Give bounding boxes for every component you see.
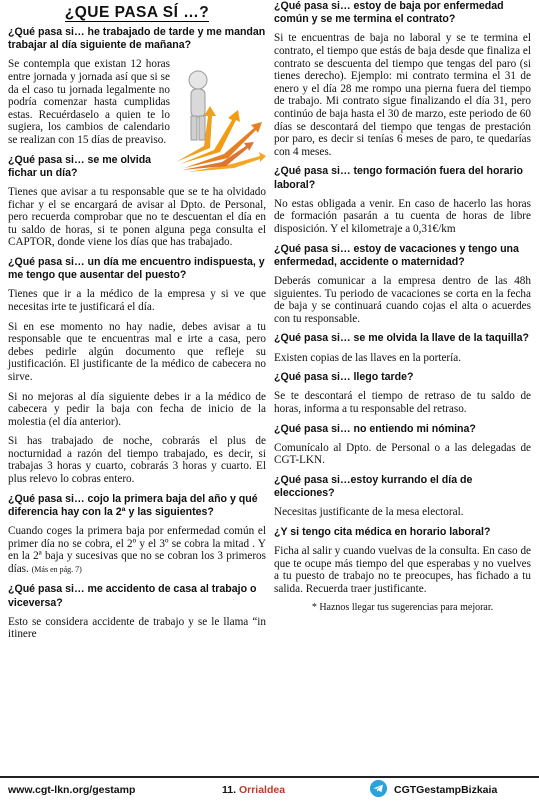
more-info-note: (Más en pág. 7) (31, 564, 82, 574)
question-heading: ¿Qué pasa si… he trabajado de tarde y me mandan trabajar al día siguiente de mañana? (8, 26, 266, 52)
answer-text: Tienes que ir a la médico de la empresa y si ve que necesitas irte te justificará el día. (8, 288, 266, 313)
question-heading: ¿Qué pasa si… se me olvida la llave de la taquilla? (274, 332, 529, 345)
answer-text: Deberás comunicar a la empresa dentro de las 48h siguientes. Tu periodo de vacaciones se corta en la fecha de baja y se continuará cuando cojas el alta o acuerdes con tu responsable. (274, 274, 531, 325)
question-heading: ¿Qué pasa si… no entiendo mi nómina? (274, 422, 476, 435)
answer-text: Comunícalo al Dpto. de Personal o a las delegadas de CGT-LKN. (274, 441, 531, 467)
answer-text: Ficha al salir y cuando vuelvas de la consulta. En caso de que te ocupe más tiempo del que esperabas y no vuelves a tu puesto de trabajo no te preocupes, has fichado a tu salida. Recuerda traer justificante. (274, 545, 531, 595)
question-heading: ¿Qué pasa si… llego tarde? (274, 371, 414, 384)
left-column (8, 0, 266, 648)
question-heading: ¿Qué pasa si… tengo formación fuera del horario laboral? (274, 165, 523, 191)
website-link[interactable]: www.cgt-lkn.org/gestamp (8, 784, 136, 796)
telegram-icon (370, 780, 387, 797)
question-heading: ¿Qué pasa si… un día me encuentro indispuesta, y me tengo que ausentar del puesto? (8, 255, 265, 282)
answer-text: Si te encuentras de baja no laboral y se te termina el contrato, el tiempo que estás de baja desde que finaliza el contrato se descuenta del tiempo que tengas del paro (si tienes derecho). Ejemplo: mi contrato termina el 31 de enero y el día 28 me rompo una pierna fuera del tiempo de trabajo. Mi contrato sigue finalizando el día 31, pero continúo de baja hasta el 30 de marzo, este periodo de 60 días se descontará del tiempo que tengas de prestación por paro, es decir si tenías 6 meses de paro, te quedarías con 4 meses. (274, 32, 531, 158)
question-heading: ¿Qué pasa si… cojo la primera baja del año y qué diferencia hay con la 2ª y las siguientes? (8, 492, 258, 518)
question-heading: ¿Qué pasa si… estoy de baja por enfermedad común y se me termina el contrato? (274, 0, 504, 26)
question-heading: ¿Qué pasa si…estoy kurrando el día de elecciones? (274, 473, 473, 500)
question-heading: ¿Qué pasa si… se me olvida fichar un día? (8, 153, 152, 179)
telegram-handle[interactable]: CGTGestampBizkaia (394, 784, 498, 796)
answer-text: Si no mejoras al día siguiente debes ir a la médico de cabecera y pedir la baja con fecha de inicio de la molestia (el día anterior). (8, 390, 266, 428)
answer-text: Existen copias de las llaves en la portería. (274, 351, 462, 364)
answer-text: Cuando coges la primera baja por enfermedad común el primer día no se cobra, el 2º y el 3º se cobra la mitad . Y en la 2ª baja y sucesivas que no se cobran los 3 primeros días. (Más en pág. 7) (8, 525, 266, 575)
answer-text: Se te descontará el tiempo de retraso de tu saldo de horas, informa a tu responsable del retraso. (274, 390, 531, 415)
crossroads-arrows-illustration (174, 58, 266, 178)
answer-text: Esto se considera accidente de trabajo y se le llama “in itinere (8, 615, 266, 641)
question-heading: ¿Qué pasa si… estoy de vacaciones y tengo una enfermedad, accidente o maternidad? (274, 242, 519, 268)
answer-text: Se contempla que existan 12 horas entre jornada y jornada así que si se da el caso tu jornada legalmente no podría comenzar hasta cumplidas estas. Recuérdaselo a quien te lo sugiera, los cambios de calendario se realizan con 15 días de preaviso. (8, 58, 170, 146)
answer-text: No estas obligada a venir. En caso de hacerlo las horas de formación pasarán a tu cuenta de horas de libre disposición. Y el kilometraje a 0,31€/km (274, 197, 531, 235)
answer-text: Si has trabajado de noche, cobrarás el plus de nocturnidad a razón del tiempo trabajado, es decir, si trabajas 3 horas y cuarto, cobrarás 3 horas y cuarto. El plus relevo lo cobras entero. (8, 435, 266, 486)
question-heading: ¿Y si tengo cita médica en horario laboral? (274, 525, 491, 538)
right-column (274, 0, 531, 613)
page-number: 11. Orrialdea (222, 784, 286, 796)
question-heading: ¿Qué pasa si… me accidento de casa al trabajo o viceversa? (8, 583, 257, 609)
footer (0, 776, 539, 802)
suggestions-note: * Haznos llegar tus sugerencias para mejorar. (311, 602, 494, 614)
answer-text: Necesitas justificante de la mesa electoral. (274, 506, 464, 519)
answer-text: Si en ese momento no hay nadie, debes avisar a tu responsable que te encuentras mal e irte a casa, pero debes pedirle algún documento que refleje su justificación. El justificante de la médico de cabecera no sirve. (8, 320, 266, 383)
answer-text: Tienes que avisar a tu responsable que se te ha olvidado fichar y el se encargará de avisar al Dpto. de Personal, pero recuerda comprobar que no te descuentan el día en tu saldo de horas, si te ponen alguna pega consulta el CAPTOR, donde viene los días que has trabajado. (8, 185, 266, 249)
page-title: ¿QUE PASA SÍ …? (64, 4, 210, 21)
